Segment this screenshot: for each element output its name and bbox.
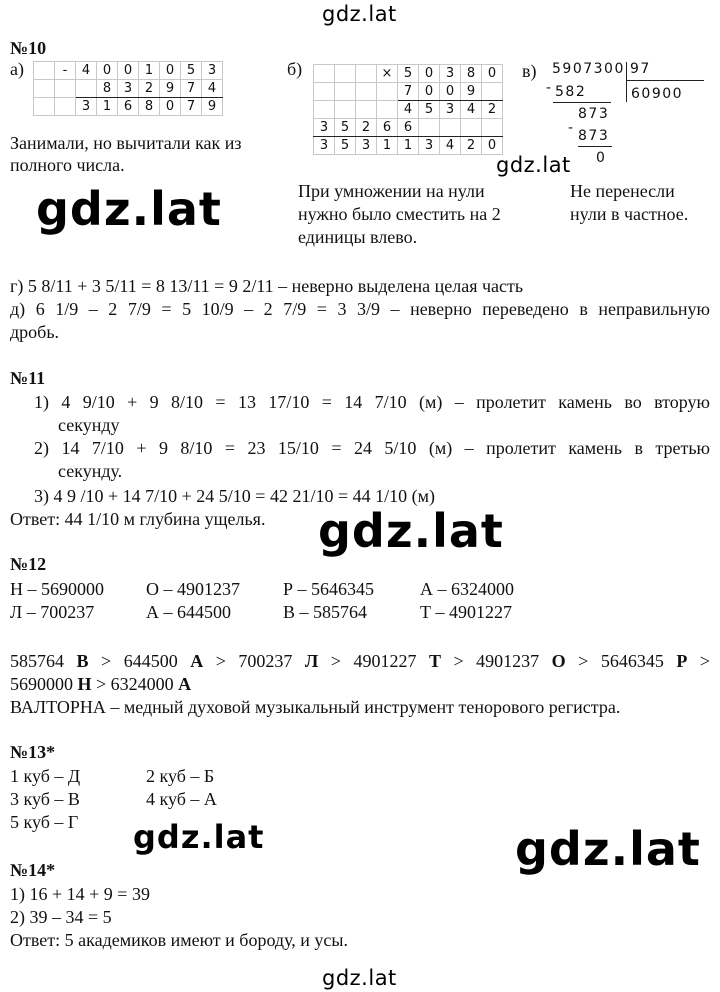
task-10-title: №10 — [10, 38, 47, 58]
part-v-label: в) — [522, 61, 537, 81]
part-b-note-line-3: единицы влево. — [298, 227, 418, 247]
division-minus-1: - — [546, 80, 553, 96]
part-a-note-line-2: полного числа. — [10, 155, 125, 175]
subtraction-grid: - 4 0 0 1 0 5 3 8 3 2 9 7 4 3 1 6 8 0 7 9 — [33, 61, 223, 116]
task-14-title: №14* — [10, 860, 56, 880]
division-quotient-line — [626, 80, 704, 81]
division-subtrahend-1: 582 — [555, 84, 587, 100]
division-remainder-2: 0 — [596, 150, 607, 166]
part-b-note-line-1: При умножении на нули — [298, 181, 485, 201]
multiplication-grid: × 5 0 3 8 0 7 0 0 9 4 5 3 4 2 3 5 2 6 6 3 5 3 1 1 3 4 2 0 — [313, 64, 503, 155]
letter-code: Т – 4901227 — [420, 602, 512, 622]
task-11-step-2: 2) 14 7/10 + 9 8/10 = 23 15/10 = 24 5/10 (м) – пролетит камень в третью — [34, 438, 710, 458]
part-g-line: г) 5 8/11 + 3 5/11 = 8 13/11 = 9 2/11 – неверно выделена целая часть — [10, 276, 524, 296]
task-11-step-3: 3) 4 9 /10 + 14 7/10 + 24 5/10 = 42 21/10 = 44 1/10 (м) — [34, 486, 435, 506]
task-14-step-1: 1) 16 + 14 + 9 = 39 — [10, 884, 150, 904]
task-14-step-2: 2) 39 – 34 = 5 — [10, 907, 112, 927]
cube-answer: 2 куб – Б — [146, 766, 215, 786]
letter-code: Р – 5646345 — [283, 579, 375, 599]
letter-code: Н – 5690000 — [10, 579, 104, 599]
division-underline-2 — [578, 146, 612, 147]
letter-code: В – 585764 — [283, 602, 368, 622]
part-b-note-line-2: нужно было сместить на 2 — [298, 204, 501, 224]
task-11-answer: Ответ: 44 1/10 м глубина ущелья. — [10, 509, 266, 529]
part-v-note-line-2: нули в частное. — [570, 204, 689, 224]
task-11-title: №11 — [10, 368, 46, 388]
watermark-bottom: gdz.lat — [322, 966, 397, 990]
division-dividend: 5907300 — [552, 61, 625, 77]
task-11-step-1-cont: секунду — [58, 415, 120, 435]
division-remainder-1: 873 — [578, 106, 610, 122]
part-v-note-line-1: Не перенесли — [570, 181, 675, 201]
letter-code: А – 6324000 — [420, 579, 514, 599]
cube-answer: 4 куб – А — [146, 789, 217, 809]
task-14-answer: Ответ: 5 академиков имеют и бороду, и усы. — [10, 930, 349, 950]
letter-code: А – 644500 — [146, 602, 231, 622]
division-vertical-line — [626, 62, 627, 102]
watermark-medium: gdz.lat — [133, 818, 265, 856]
part-b-label: б) — [287, 59, 303, 79]
ordering-line-1: 585764 В > 644500 А > 700237 Л > 4901227 Т > 4901237 О > 5646345 Р > — [10, 651, 711, 671]
watermark-top: gdz.lat — [322, 2, 397, 26]
task-11-step-2-cont: секунду. — [58, 461, 123, 481]
watermark-large-2: gdz.lat — [318, 504, 504, 558]
task-12-title: №12 — [10, 554, 47, 574]
division-subtrahend-2: 873 — [578, 128, 610, 144]
letter-code: О – 4901237 — [146, 579, 240, 599]
division-divisor: 97 — [630, 61, 651, 77]
part-d-line-1: д) 6 1/9 – 2 7/9 = 5 10/9 – 2 7/9 = 3 3/9 – неверно переведено в неправильную — [10, 299, 710, 319]
word-definition: ВАЛТОРНА – медный духовой музыкальный инструмент тенорового регистра. — [10, 697, 621, 717]
cube-answer: 3 куб – В — [10, 789, 80, 809]
part-a-note-line-1: Занимали, но вычитали как из — [10, 133, 242, 153]
ordering-line-2: 5690000 Н > 6324000 А — [10, 674, 192, 694]
watermark-large-3: gdz.lat — [515, 822, 701, 876]
cube-answer: 1 куб – Д — [10, 766, 81, 786]
division-minus-2: - — [568, 120, 575, 136]
watermark-large-1: gdz.lat — [36, 182, 222, 236]
part-d-line-2: дробь. — [10, 322, 60, 342]
division-underline-1 — [553, 102, 611, 103]
task-13-title: №13* — [10, 742, 56, 762]
division-quotient: 60900 — [631, 86, 684, 102]
letter-code: Л – 700237 — [10, 602, 95, 622]
task-11-step-1: 1) 4 9/10 + 9 8/10 = 13 17/10 = 14 7/10 (м) – пролетит камень во вторую — [34, 392, 710, 412]
watermark-table: gdz.lat — [496, 153, 571, 177]
cube-answer: 5 куб – Г — [10, 812, 79, 832]
part-a-label: а) — [10, 59, 24, 79]
